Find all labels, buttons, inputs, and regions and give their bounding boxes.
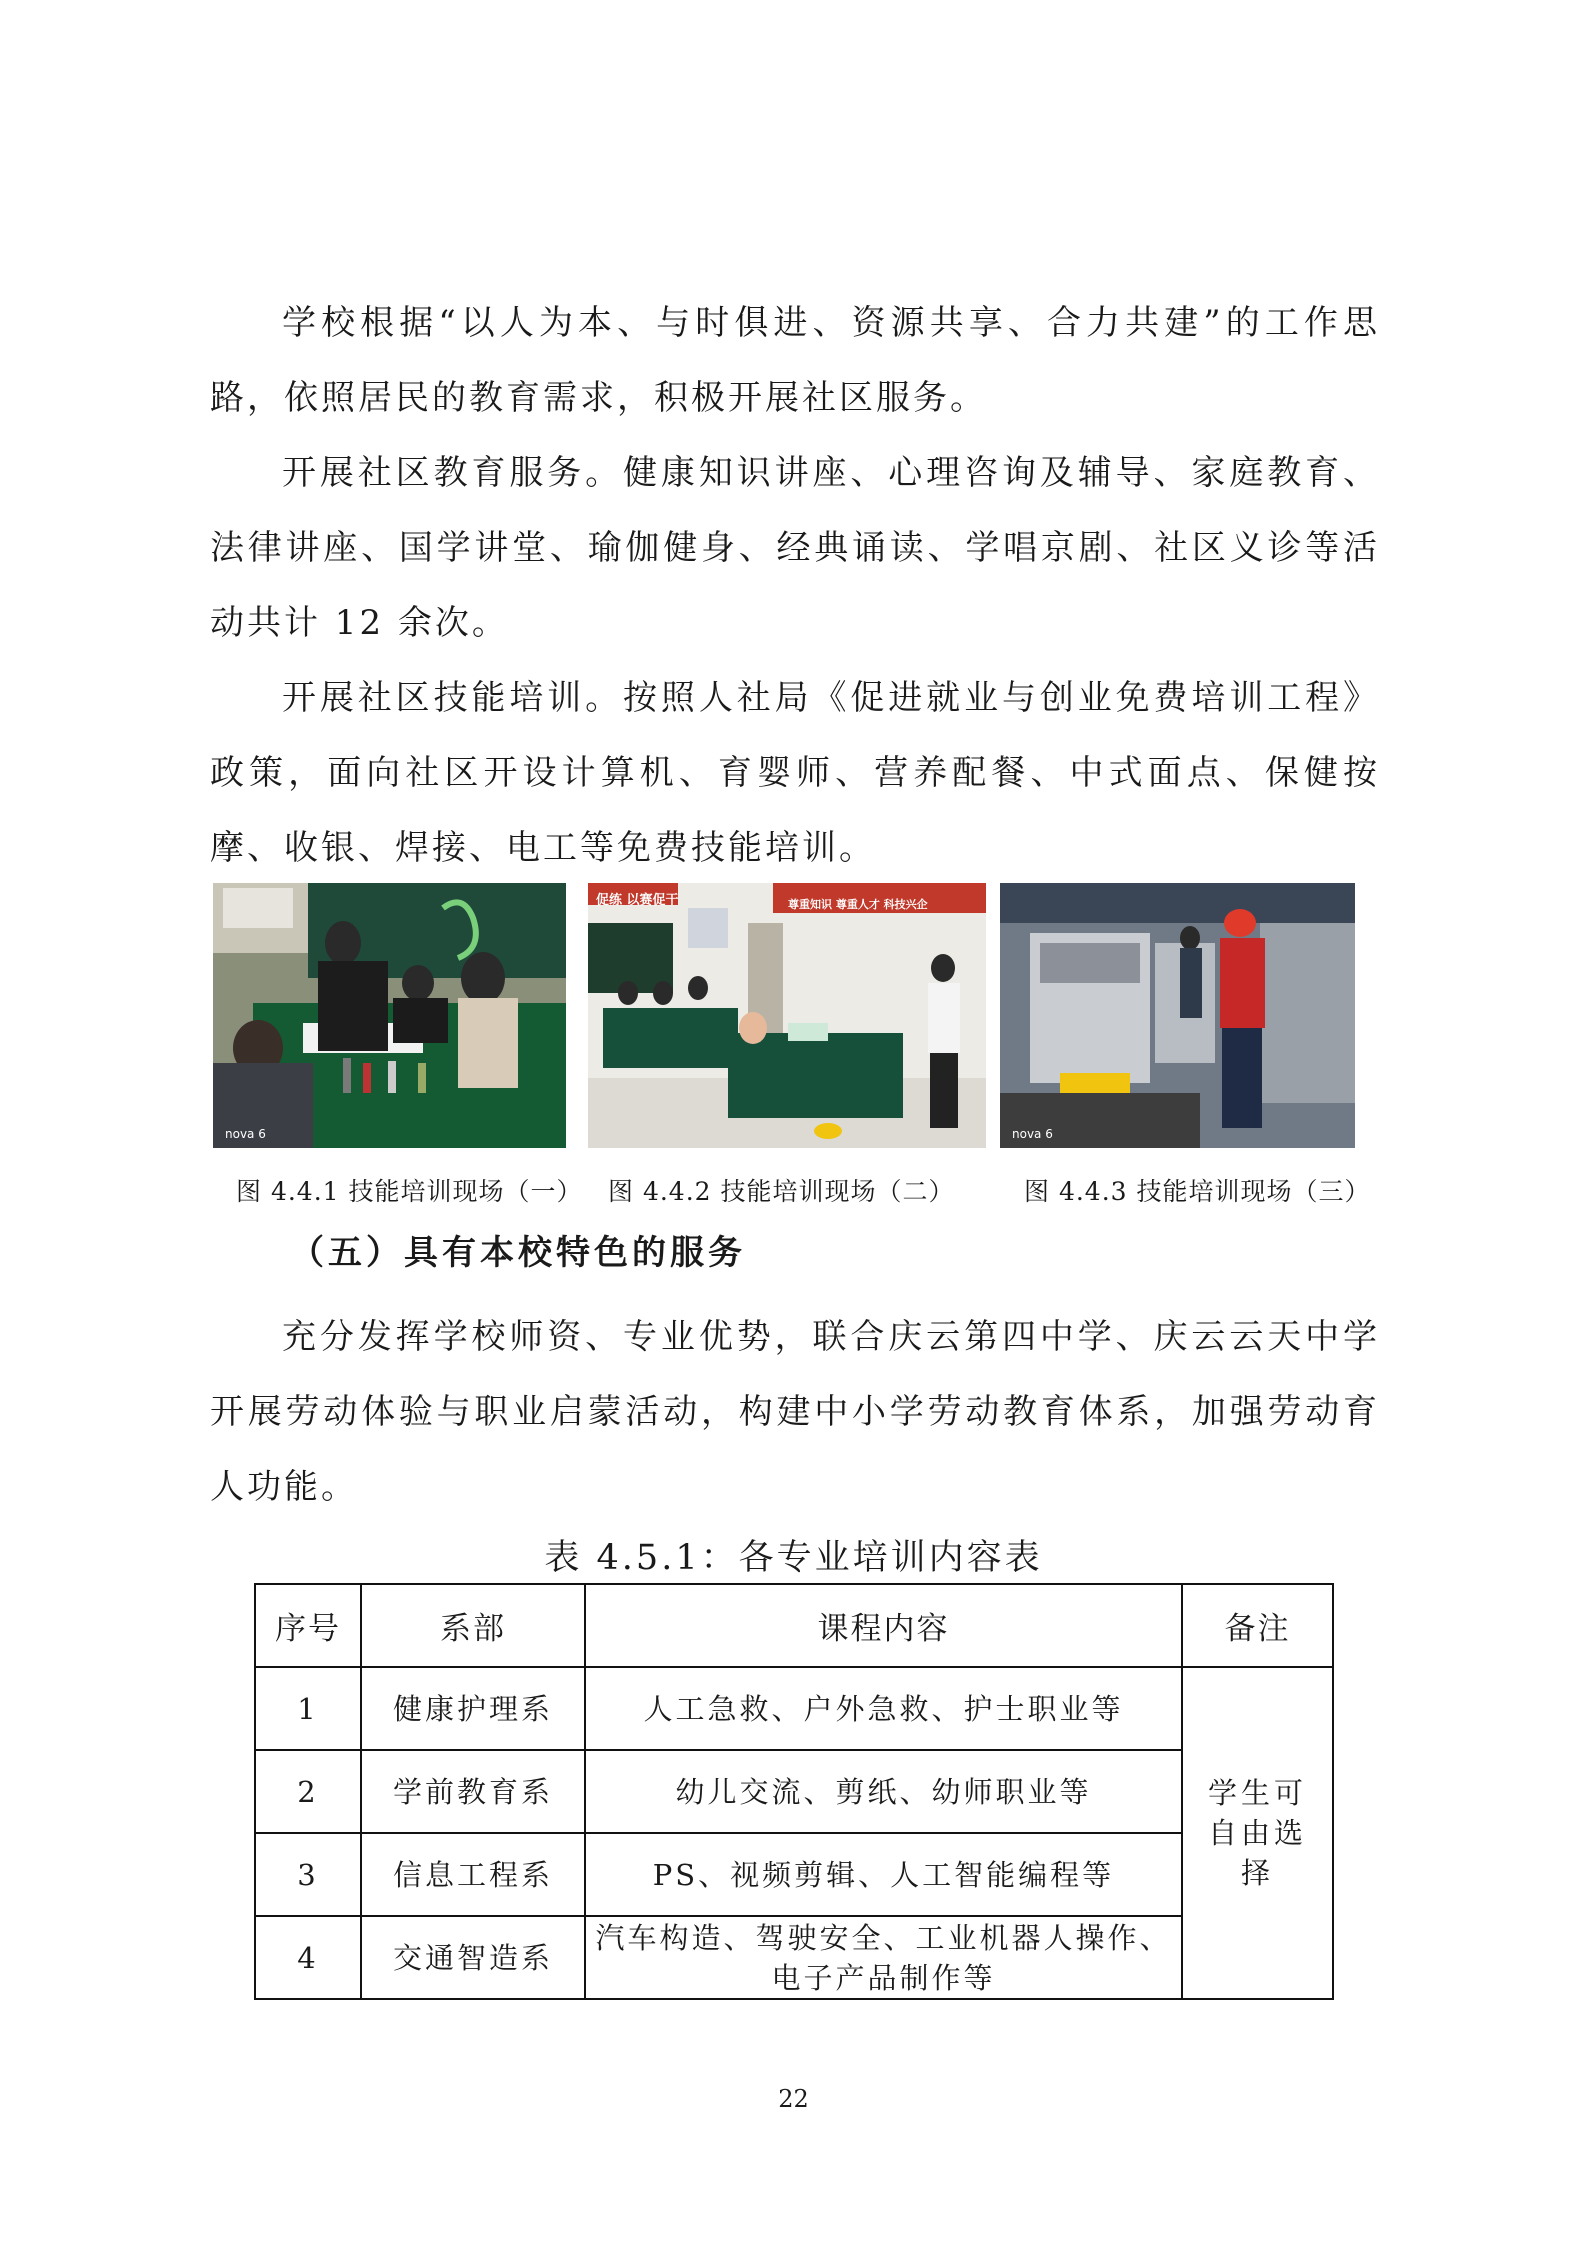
table-header-row (255, 1584, 1333, 1667)
cell-note: 学生可自由选择 (1182, 1667, 1333, 1999)
cell-dept: 学前教育系 (361, 1750, 585, 1833)
table-row (255, 1667, 1333, 1750)
figure-caption-1: 图 4.4.1 技能培训现场（一） (236, 1177, 583, 1206)
figure-caption-2: 图 4.4.2 技能培训现场（二） (608, 1177, 955, 1206)
banner-left: 促练 以赛促干 (596, 893, 679, 908)
header-dept: 系部 (361, 1584, 585, 1667)
cell-no: 2 (255, 1750, 361, 1833)
table-title: 表 4.5.1：各专业培训内容表 (544, 1538, 1043, 1578)
cell-content: PS、视频剪辑、人工智能编程等 (585, 1833, 1182, 1916)
section-paragraph: 充分发挥学校师资、专业优势，联合庆云第四中学、庆云云天中学开展劳动体验与职业启蒙活动，构建中小学劳动教育体系，加强劳动育人功能。 (210, 1317, 1380, 1507)
photo-training-site-1 (213, 883, 566, 1148)
table-row (255, 1833, 1333, 1916)
photo-training-site-3 (1000, 883, 1355, 1148)
paragraph-3: 开展社区技能培训。按照人社局《促进就业与创业免费培训工程》政策，面向社区开设计算机、育婴师、营养配餐、中式面点、保健按摩、收银、焊接、电工等免费技能培训。 (210, 678, 1380, 868)
header-no: 序号 (255, 1584, 361, 1667)
header-content: 课程内容 (585, 1584, 1182, 1667)
figure-caption-3: 图 4.4.3 技能培训现场（三） (1024, 1177, 1371, 1206)
cell-dept: 健康护理系 (361, 1667, 585, 1750)
training-content-table (254, 1583, 1334, 2000)
table-row (255, 1750, 1333, 1833)
camera-watermark: nova 6 (1012, 1127, 1053, 1141)
cell-content: 幼儿交流、剪纸、幼师职业等 (585, 1750, 1182, 1833)
table-row (255, 1916, 1333, 1999)
banner-right: 尊重知识 尊重人才 科技兴企 (788, 898, 928, 911)
paragraph-2: 开展社区教育服务。健康知识讲座、心理咨询及辅导、家庭教育、法律讲座、国学讲堂、瑜伽健身、经典诵读、学唱京剧、社区义诊等活动共计 12 余次。 (210, 453, 1380, 643)
cell-content: 汽车构造、驾驶安全、工业机器人操作、电子产品制作等 (585, 1916, 1182, 1999)
cell-dept: 交通智造系 (361, 1916, 585, 1999)
cell-dept: 信息工程系 (361, 1833, 585, 1916)
cell-no: 1 (255, 1667, 361, 1750)
cell-content: 人工急救、户外急救、护士职业等 (585, 1667, 1182, 1750)
paragraph-1: 学校根据“以人为本、与时俱进、资源共享、合力共建”的工作思路，依照居民的教育需求，积极开展社区服务。 (210, 303, 1380, 418)
header-note: 备注 (1182, 1584, 1333, 1667)
section-heading: （五）具有本校特色的服务 (290, 1233, 746, 1273)
page-number: 22 (778, 2085, 809, 2113)
camera-watermark: nova 6 (225, 1127, 266, 1141)
cell-no: 4 (255, 1916, 361, 1999)
cell-no: 3 (255, 1833, 361, 1916)
photo-training-site-2 (588, 883, 986, 1148)
